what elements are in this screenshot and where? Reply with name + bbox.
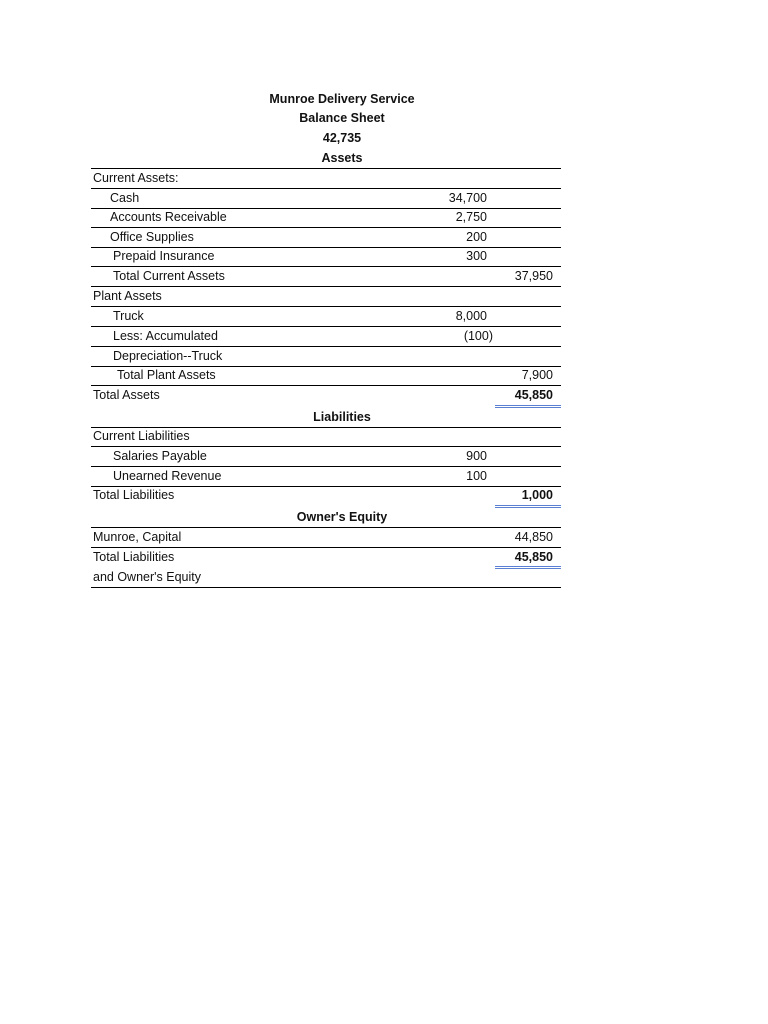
unearned-revenue-value: 100 (466, 469, 487, 483)
statement-title: Balance Sheet (299, 111, 385, 125)
total-current-assets-value: 37,950 (514, 269, 553, 283)
prepaid-insurance-row (91, 247, 561, 267)
accumulated-value: (100) (463, 329, 493, 343)
total-current-assets-row (91, 267, 561, 287)
total-liabilities-equity-label: Total Liabilities (93, 550, 175, 564)
accumulated-depreciation-row (91, 327, 561, 347)
total-assets-label: Total Assets (93, 388, 160, 402)
current-assets-row (91, 169, 561, 189)
equity-heading-row (91, 508, 561, 528)
total-plant-assets-label: Total Plant Assets (117, 368, 216, 382)
capital-label: Munroe, Capital (93, 530, 182, 544)
cash-label: Cash (110, 191, 140, 205)
total-assets-value: 45,850 (514, 388, 553, 402)
owners-equity-continuation-row (91, 568, 561, 588)
capital-value: 44,850 (514, 530, 553, 544)
office-supplies-label: Office Supplies (110, 230, 194, 244)
total-plant-assets-row (91, 366, 561, 386)
salaries-payable-value: 900 (466, 449, 487, 463)
salaries-payable-label: Salaries Payable (113, 449, 207, 463)
prepaid-insurance-label: Prepaid Insurance (113, 249, 215, 263)
statement-date: 42,735 (322, 131, 362, 145)
liabilities-heading: Liabilities (313, 410, 371, 424)
current-liabilities-heading: Current Liabilities (93, 429, 190, 443)
accounts-receivable-label: Accounts Receivable (110, 210, 227, 224)
total-current-assets-label: Total Current Assets (113, 269, 225, 283)
unearned-revenue-row (91, 467, 561, 487)
assets-heading-row (91, 149, 561, 169)
accounts-receivable-row (91, 208, 561, 228)
accounts-receivable-value: 2,750 (455, 210, 487, 224)
liabilities-heading-row (91, 408, 561, 428)
current-assets-heading: Current Assets: (93, 171, 179, 185)
total-liabilities-equity-row (91, 548, 561, 567)
salaries-payable-row (91, 447, 561, 467)
total-assets-row (91, 386, 561, 405)
company-name: Munroe Delivery Service (269, 92, 415, 106)
plant-assets-row (91, 287, 561, 307)
prepaid-insurance-value: 300 (466, 249, 487, 263)
current-liabilities-row (91, 427, 561, 447)
office-supplies-row (91, 228, 561, 248)
truck-row (91, 307, 561, 327)
cash-row (91, 189, 561, 209)
total-liabilities-equity-value: 45,850 (514, 550, 553, 564)
capital-row (91, 528, 561, 548)
depreciation-truck-row (91, 347, 561, 367)
total-plant-assets-value: 7,900 (521, 368, 553, 382)
office-supplies-value: 200 (466, 230, 487, 244)
total-liabilities-label: Total Liabilities (93, 488, 175, 502)
unearned-revenue-label: Unearned Revenue (113, 469, 222, 483)
plant-assets-heading: Plant Assets (93, 289, 162, 303)
total-liabilities-row (91, 486, 561, 505)
assets-heading: Assets (321, 151, 363, 165)
truck-label: Truck (113, 309, 144, 323)
cash-value: 34,700 (448, 191, 487, 205)
truck-value: 8,000 (455, 309, 487, 323)
equity-heading: Owner's Equity (296, 510, 388, 524)
total-liabilities-value: 1,000 (521, 488, 553, 502)
total-liabilities-equity-label-continued: and Owner's Equity (93, 570, 201, 584)
accumulated-label: Less: Accumulated (113, 329, 218, 343)
depreciation-truck-label: Depreciation--Truck (113, 349, 223, 363)
